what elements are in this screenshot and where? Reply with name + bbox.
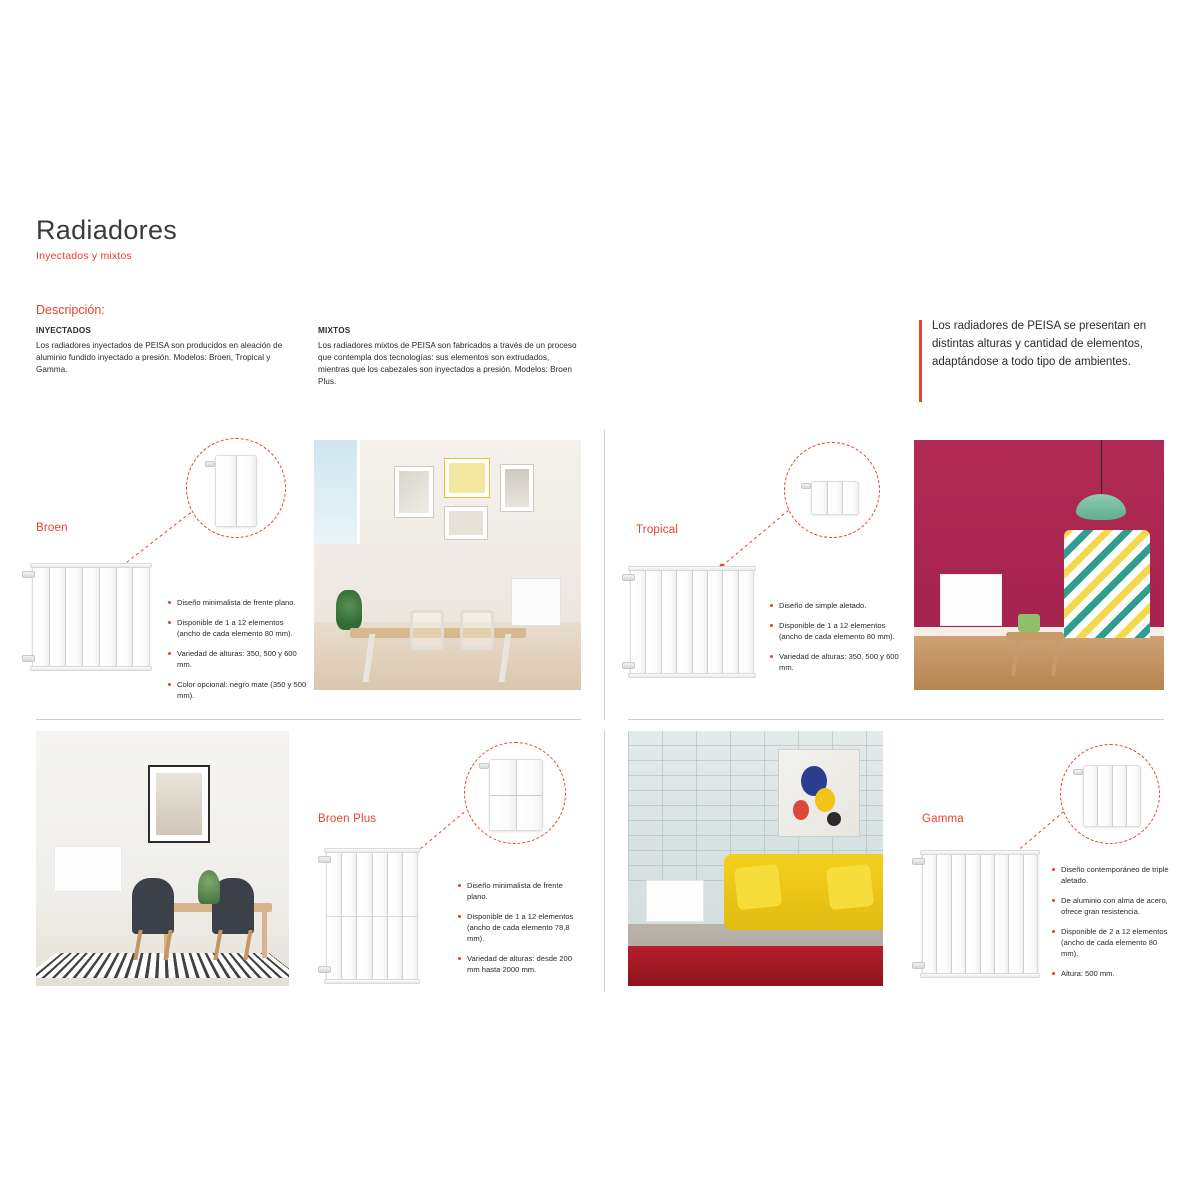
radiator-body	[811, 481, 859, 515]
radiator-valve-top	[912, 858, 925, 865]
radiator-in-photo	[54, 846, 122, 892]
armchair	[1064, 530, 1150, 638]
description-column-mixtos	[318, 325, 578, 387]
radiator-fin	[995, 853, 1009, 975]
radiator-bottom-cap	[324, 979, 420, 984]
radiator-zoom-gamma	[1083, 765, 1141, 827]
radiator-valve-bottom	[912, 962, 925, 969]
radiator-top-cap	[920, 850, 1040, 855]
room-photo-broen-plus	[36, 731, 289, 986]
radiator-top-cap	[30, 563, 152, 568]
list-item: Altura: 500 mm.	[1052, 968, 1174, 979]
side-table	[1006, 632, 1064, 640]
radiator-valve	[801, 483, 811, 489]
radiator-fin	[923, 853, 937, 975]
radiator-fin	[33, 566, 50, 668]
divider-vertical-bottom	[604, 730, 605, 992]
wall-frame	[444, 458, 490, 498]
lamp-cord	[1101, 440, 1103, 498]
striped-rug	[36, 953, 289, 978]
cushion	[734, 864, 782, 910]
radiator-fin	[66, 566, 83, 668]
radiator-fin	[50, 566, 67, 668]
pendant-lamp	[1076, 494, 1126, 520]
radiator-valve-bottom	[22, 655, 35, 662]
red-rug	[628, 946, 883, 986]
wall-art	[449, 463, 485, 493]
radiator-bottom-cap	[30, 666, 152, 671]
radiator-fin	[646, 569, 661, 675]
radiator-fin	[812, 482, 828, 514]
zoom-callout-gamma	[1060, 744, 1160, 844]
radiator-fins	[812, 482, 858, 514]
radiator-fin	[843, 482, 858, 514]
radiator-top-cap	[628, 566, 756, 571]
product-label-gamma: Gamma	[922, 813, 964, 825]
radiator-fins	[216, 456, 256, 526]
radiator-fins	[631, 569, 753, 675]
list-item: Diseño minimalista de frente plano.	[458, 880, 576, 902]
chair	[410, 610, 444, 650]
list-item: Disponible de 1 a 12 elementos (ancho de cada elemento 78,8 mm).	[458, 911, 576, 944]
wall-frame	[444, 506, 488, 540]
radiator-fin	[117, 566, 134, 668]
zoom-callout-broen	[186, 438, 286, 538]
radiator-fin	[1098, 766, 1112, 826]
feature-list-broen-plus	[458, 880, 576, 984]
radiator-bottom-cap	[628, 673, 756, 678]
radiator-body	[215, 455, 257, 527]
radiator-fin	[1113, 766, 1127, 826]
cushion	[826, 864, 874, 910]
list-item: Diseño de simple aletado.	[770, 600, 900, 611]
chair	[132, 878, 174, 934]
wall-art	[778, 749, 860, 837]
list-item: De aluminio con alma de acero, ofrece gran resistencia.	[1052, 895, 1174, 917]
divider-horizontal-left	[36, 719, 581, 720]
radiator-body	[1083, 765, 1141, 827]
chair	[460, 610, 494, 650]
column-body: Los radiadores mixtos de PEISA son fabricados a través de un proceso que contempla dos tecnologías: sus elementos son extrudados, mientras que los cabezales son inyectados a presión. Modelos: Broen Plus.	[318, 340, 577, 386]
radiator-fin	[216, 456, 237, 526]
divider-horizontal-right	[628, 719, 1164, 720]
divider-vertical-top	[604, 430, 605, 720]
radiator-valve-bottom	[622, 662, 635, 669]
list-item: Diseño contemporáneo de triple aletado.	[1052, 864, 1174, 886]
radiator-fin	[237, 456, 257, 526]
radiator-fins	[33, 566, 149, 668]
list-item: Disponible de 1 a 12 elementos (ancho de cada elemento 80 mm).	[770, 620, 900, 642]
radiator-fin	[981, 853, 995, 975]
list-item: Disponible de 2 a 12 elementos (ancho de cada elemento 80 mm).	[1052, 926, 1174, 959]
radiator-body	[630, 568, 754, 676]
radiator-fin	[739, 569, 753, 675]
radiator-fin	[100, 566, 117, 668]
radiator-fin	[937, 853, 951, 975]
radiator-seam	[489, 795, 543, 796]
list-item: Variedad de alturas: 350, 500 y 600 mm.	[770, 651, 900, 673]
radiator-zoom-broen-plus	[489, 759, 543, 831]
description-label: Descripción:	[36, 303, 105, 317]
room-photo-gamma	[628, 731, 883, 986]
radiator-valve-bottom	[318, 966, 331, 973]
radiator-zoom-broen	[215, 455, 257, 527]
radiator-fin	[828, 482, 844, 514]
wall-frame	[500, 464, 534, 512]
radiator-bottom-cap	[920, 973, 1040, 978]
radiator-in-photo	[511, 578, 561, 626]
radiator-zoom-tropical	[811, 481, 859, 515]
radiator-broen	[32, 565, 150, 669]
radiator-top-cap	[324, 848, 420, 853]
feature-list-tropical	[770, 600, 900, 682]
radiator-fin	[952, 853, 966, 975]
art-shape	[793, 800, 809, 820]
radiator-valve-top	[318, 856, 331, 863]
room-photo-tropical	[914, 440, 1164, 690]
radiator-seam	[326, 916, 418, 917]
radiator-tropical	[630, 568, 754, 676]
wall-art	[399, 471, 429, 513]
radiator-fin	[966, 853, 980, 975]
radiator-body	[32, 565, 150, 669]
radiator-gamma	[922, 852, 1038, 976]
list-item: Diseño minimalista de frente plano.	[168, 597, 308, 608]
radiator-fin	[1009, 853, 1023, 975]
radiator-body	[922, 852, 1038, 976]
zoom-callout-broen-plus	[464, 742, 566, 844]
feature-list-gamma	[1052, 864, 1174, 988]
radiator-fin	[677, 569, 692, 675]
radiator-fin	[1127, 766, 1140, 826]
art-shape	[827, 812, 841, 826]
room-photo-broen	[314, 440, 581, 690]
page-title: Radiadores	[36, 215, 178, 245]
wall-frame	[148, 765, 210, 843]
page-subtitle: Inyectados y mixtos	[36, 249, 133, 262]
page-header	[36, 216, 177, 262]
window	[314, 440, 360, 544]
radiator-fin	[662, 569, 677, 675]
feature-list-broen	[168, 597, 308, 710]
radiator-broen-plus	[326, 850, 418, 982]
table-leg	[262, 912, 267, 958]
radiator-valve-top	[622, 574, 635, 581]
potted-plant	[336, 590, 362, 630]
radiator-fin	[83, 566, 100, 668]
radiator-fin	[133, 566, 149, 668]
radiator-fins	[923, 853, 1037, 975]
floor	[914, 636, 1164, 690]
radiator-fin	[693, 569, 708, 675]
wall-frame	[394, 466, 434, 518]
radiator-fins	[1084, 766, 1140, 826]
radiator-in-photo	[940, 574, 1002, 626]
radiator-fin	[1024, 853, 1037, 975]
column-body: Los radiadores inyectados de PEISA son producidos en aleación de aluminio fundido inyectado a presión. Modelos: Broen, Tropical y Gamma.	[36, 340, 283, 374]
potted-plant	[1018, 614, 1040, 632]
radiator-fin	[1084, 766, 1098, 826]
radiator-fin	[708, 569, 723, 675]
wall-art	[505, 469, 529, 507]
wall-art	[156, 773, 202, 835]
radiator-valve	[479, 763, 489, 769]
product-label-broen: Broen	[36, 522, 68, 534]
radiator-valve-top	[22, 571, 35, 578]
radiator-valve	[1073, 769, 1083, 775]
product-label-broen-plus: Broen Plus	[318, 813, 377, 825]
list-item: Disponible de 1 a 12 elementos (ancho de cada elemento 80 mm).	[168, 617, 308, 639]
list-item: Variedad de alturas: 350, 500 y 600 mm.	[168, 648, 308, 670]
art-shape	[815, 788, 835, 812]
column-heading: MIXTOS	[318, 326, 351, 335]
zoom-callout-tropical	[784, 442, 880, 538]
column-heading: INYECTADOS	[36, 326, 92, 335]
list-item: Variedad de alturas: desde 200 mm hasta 2000 mm.	[458, 953, 576, 975]
radiator-fin	[631, 569, 646, 675]
description-column-inyectados	[36, 325, 286, 376]
list-item: Color opcional: negro mate (350 y 500 mm).	[168, 679, 308, 701]
highlight-quote: Los radiadores de PEISA se presentan en distintas alturas y cantidad de elementos, adaptándose a todo tipo de ambientes.	[919, 318, 1169, 371]
vase-with-plant	[198, 870, 220, 904]
radiator-fin	[723, 569, 738, 675]
radiator-in-photo	[646, 880, 704, 922]
wall-art	[449, 511, 483, 535]
product-label-tropical: Tropical	[636, 524, 679, 536]
radiator-valve	[205, 461, 215, 467]
